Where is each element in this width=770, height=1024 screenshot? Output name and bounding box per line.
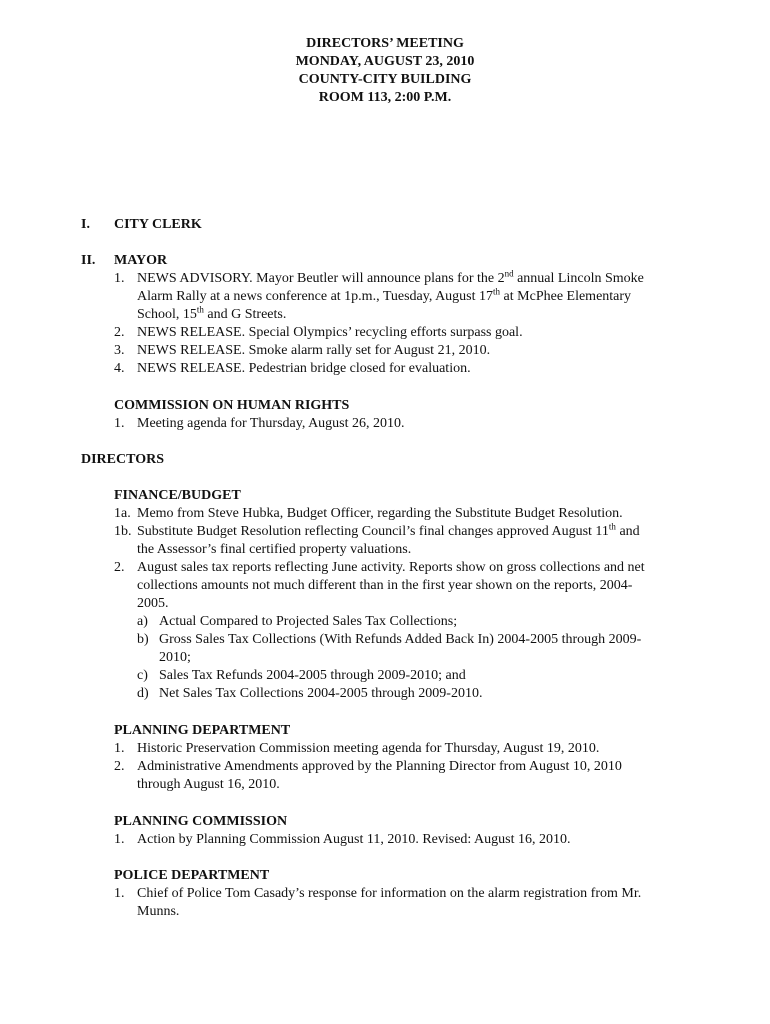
human-rights-item-1-number: 1. [114, 416, 125, 431]
mayor-item-3-number: 3. [114, 343, 125, 358]
finance-item-1a-number: 1a. [114, 506, 131, 521]
planning-dept-item-1-number: 1. [114, 741, 125, 756]
finance-sub-d-letter: d) [137, 686, 149, 701]
finance-item-1b-line-2: the Assessor’s final certified property valuations. [137, 542, 412, 557]
finance-sub-d-text: Net Sales Tax Collections 2004-2005 through 2009-2010. [159, 686, 483, 701]
finance-sub-b-line-1: Gross Sales Tax Collections (With Refunds Added Back In) 2004-2005 through 2009- [159, 632, 642, 647]
planning-comm-item-1-number: 1. [114, 832, 125, 847]
mayor-item-1-line-2: Alarm Rally at a news conference at 1p.m., Tuesday, August 17th at McPhee Elementary [137, 286, 632, 304]
section-2-number: II. [81, 253, 96, 268]
mayor-item-3-text: NEWS RELEASE. Smoke alarm rally set for August 21, 2010. [137, 343, 491, 358]
planning-dept-item-2-number: 2. [114, 759, 125, 774]
mayor-item-2-text: NEWS RELEASE. Special Olympics’ recycling efforts surpass goal. [137, 325, 523, 340]
finance-sub-c-letter: c) [137, 668, 148, 683]
finance-item-2-number: 2. [114, 560, 125, 575]
section-2-title: MAYOR [114, 253, 168, 268]
mayor-item-4-text: NEWS RELEASE. Pedestrian bridge closed for evaluation. [137, 361, 471, 376]
mayor-item-4-number: 4. [114, 361, 125, 376]
header-line-1: DIRECTORS’ MEETING [306, 36, 464, 51]
finance-title: FINANCE/BUDGET [114, 488, 241, 503]
finance-item-1b-line-1: Substitute Budget Resolution reflecting Council’s final changes approved August 11th and [137, 521, 640, 539]
finance-sub-b-letter: b) [137, 632, 149, 647]
section-1-title: CITY CLERK [114, 217, 202, 232]
police-item-1-line-1: Chief of Police Tom Casady’s response for information on the alarm registration from Mr. [137, 886, 642, 901]
finance-item-2-line-2: collections amounts not much different than in the first year shown on the reports, 2004- [137, 578, 633, 593]
finance-sub-a-letter: a) [137, 614, 148, 629]
planning-comm-item-1-text: Action by Planning Commission August 11, 2010. Revised: August 16, 2010. [137, 832, 571, 847]
finance-item-1a-text: Memo from Steve Hubka, Budget Officer, regarding the Substitute Budget Resolution. [137, 506, 623, 521]
section-1-number: I. [81, 217, 90, 232]
finance-sub-b-line-2: 2010; [159, 650, 191, 665]
planning-comm-title: PLANNING COMMISSION [114, 814, 288, 829]
finance-item-2-line-3: 2005. [137, 596, 169, 611]
header-line-2: MONDAY, AUGUST 23, 2010 [295, 54, 475, 69]
police-title: POLICE DEPARTMENT [114, 868, 270, 883]
human-rights-item-1-text: Meeting agenda for Thursday, August 26, 2010. [137, 416, 405, 431]
meeting-header [0, 35, 770, 107]
planning-dept-item-2-line-2: through August 16, 2010. [137, 777, 280, 792]
header-line-3: COUNTY-CITY BUILDING [298, 72, 472, 87]
directors-title: DIRECTORS [81, 452, 164, 467]
finance-sub-a-text: Actual Compared to Projected Sales Tax Collections; [159, 614, 458, 629]
planning-dept-title: PLANNING DEPARTMENT [114, 723, 291, 738]
mayor-item-1-number: 1. [114, 271, 125, 286]
police-item-1-number: 1. [114, 886, 125, 901]
finance-item-1b-number: 1b. [114, 524, 132, 539]
mayor-item-2-number: 2. [114, 325, 125, 340]
finance-item-2-line-1: August sales tax reports reflecting June activity. Reports show on gross collections and net [137, 560, 645, 575]
planning-dept-item-2-line-1: Administrative Amendments approved by the Planning Director from August 10, 2010 [137, 759, 622, 774]
header-line-4: ROOM 113, 2:00 P.M. [318, 90, 452, 105]
mayor-item-1-line-1: NEWS ADVISORY. Mayor Beutler will announce plans for the 2nd annual Lincoln Smoke [137, 268, 644, 286]
finance-sub-c-text: Sales Tax Refunds 2004-2005 through 2009-2010; and [159, 668, 466, 683]
police-item-1-line-2: Munns. [137, 904, 180, 919]
mayor-item-1-line-3: School, 15th and G Streets. [137, 304, 287, 322]
planning-dept-item-1-text: Historic Preservation Commission meeting agenda for Thursday, August 19, 2010. [137, 741, 600, 756]
human-rights-title: COMMISSION ON HUMAN RIGHTS [114, 398, 350, 413]
